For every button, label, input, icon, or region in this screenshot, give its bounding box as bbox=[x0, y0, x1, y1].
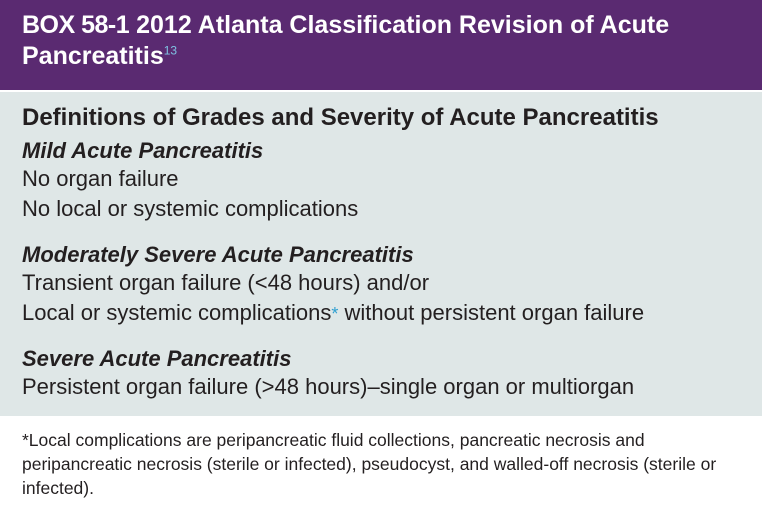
moderate-line-1: Transient organ failure (<48 hours) and/or bbox=[22, 270, 430, 295]
section-moderately-severe bbox=[22, 242, 752, 328]
box-title: 2012 Atlanta Classification Revision of Acute Pancreatitis bbox=[22, 11, 670, 70]
mild-line-2: No local or systemic complications bbox=[22, 196, 359, 221]
footnote: *Local complications are peripancreatic fluid collections, pancreatic necrosis and peripancreatic necrosis (sterile or infected), pseudocyst, and walled-off necrosis (sterile or infected). bbox=[22, 430, 717, 498]
section-mild bbox=[22, 138, 752, 224]
grade-title-mild: Mild Acute Pancreatitis bbox=[22, 138, 264, 163]
box-number: BOX 58-1 bbox=[22, 11, 130, 39]
moderate-line-2 bbox=[22, 298, 752, 328]
moderate-line-2-text: Local or systemic complications bbox=[22, 300, 332, 325]
reference-superscript: 13 bbox=[163, 43, 178, 58]
box-body bbox=[0, 92, 762, 416]
grade-title-severe: Severe Acute Pancreatitis bbox=[22, 346, 292, 371]
section-severe bbox=[22, 346, 752, 402]
mild-line-1: No organ failure bbox=[22, 166, 179, 191]
definitions-heading: Definitions of Grades and Severity of Acute Pancreatitis bbox=[22, 104, 659, 131]
footnote-marker: * bbox=[331, 304, 339, 324]
box-header bbox=[0, 0, 762, 90]
grade-title-moderately-severe: Moderately Severe Acute Pancreatitis bbox=[22, 242, 414, 267]
severe-line-1: Persistent organ failure (>48 hours)–single organ or multiorgan bbox=[22, 374, 635, 399]
moderate-line-2-rest: without persistent organ failure bbox=[338, 300, 645, 325]
